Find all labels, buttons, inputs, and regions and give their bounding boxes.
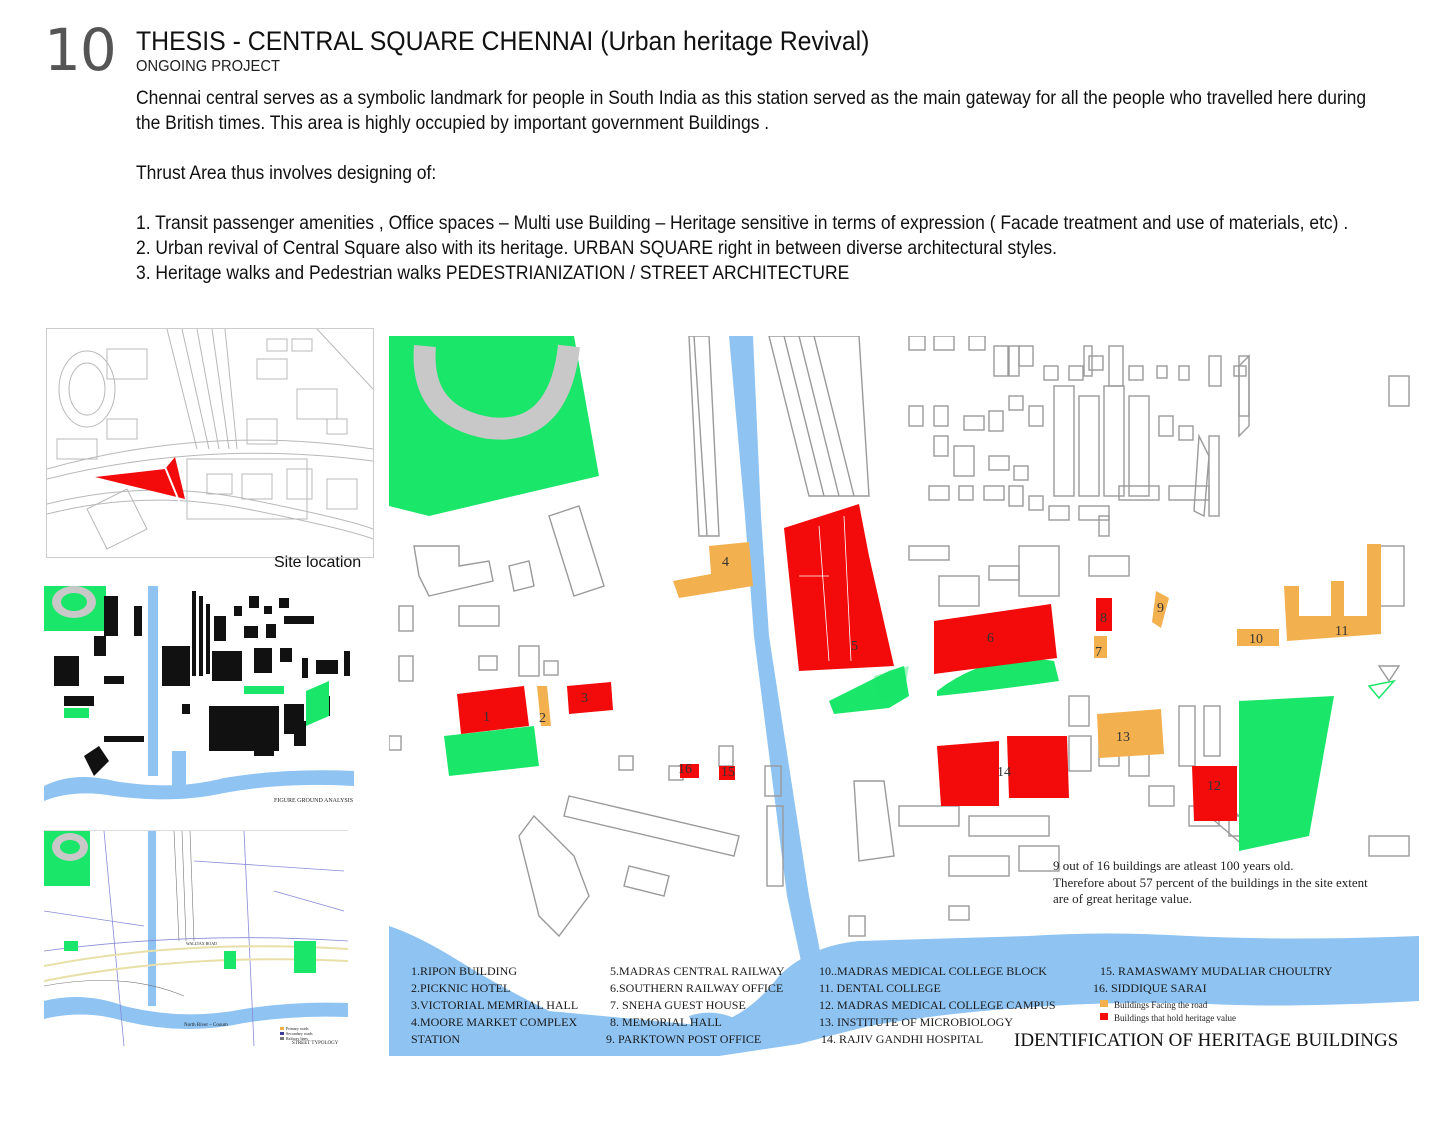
svg-text:11. DENTAL COLLEGE: 11. DENTAL COLLEGE	[819, 981, 941, 995]
svg-text:9: 9	[1157, 601, 1164, 616]
figure-ground-map	[44, 586, 354, 804]
key-heritage: Buildings that hold heritage value	[1114, 1013, 1236, 1023]
svg-text:15: 15	[721, 765, 735, 780]
legend-item: Railway lines	[286, 1036, 308, 1041]
svg-text:7. SNEHA GUEST HOUSE: 7. SNEHA GUEST HOUSE	[610, 998, 746, 1012]
svg-text:2: 2	[539, 711, 546, 726]
svg-text:10..MADRAS MEDICAL COLLEGE BLO: 10..MADRAS MEDICAL COLLEGE BLOCK	[819, 964, 1047, 978]
map-title: IDENTIFICATION OF HERITAGE BUILDINGS	[1014, 1030, 1399, 1051]
heritage-buildings	[457, 504, 1237, 821]
svg-text:4.MOORE MARKET COMPLEX: 4.MOORE MARKET COMPLEX	[411, 1015, 578, 1029]
site-location-map	[46, 328, 374, 558]
svg-text:1.RIPON BUILDING: 1.RIPON BUILDING	[411, 964, 517, 978]
svg-text:14: 14	[997, 765, 1011, 780]
svg-text:Therefore about 57 percent of: Therefore about 57 percent of the buildings in the site extent	[1053, 875, 1368, 890]
svg-text:9 out of 16 buildings are atle: 9 out of 16 buildings are atleast 100 years old.	[1053, 858, 1294, 873]
figure-ground-caption: FIGURE GROUND ANALYSIS	[274, 798, 354, 804]
svg-text:7: 7	[1095, 645, 1102, 660]
site-location-caption: Site location	[274, 554, 362, 571]
heritage-note	[1053, 858, 1368, 906]
page-title: THESIS - CENTRAL SQUARE CHENNAI (Urban heritage Revival)	[136, 26, 870, 56]
svg-text:STATION: STATION	[411, 1032, 461, 1046]
svg-text:3.VICTORIAL MEMRIAL HALL: 3.VICTORIAL MEMRIAL HALL	[411, 998, 579, 1012]
road-label: WALLTAX ROAD	[186, 941, 217, 946]
legend-item: Secondary roads	[286, 1031, 313, 1036]
svg-text:8: 8	[1100, 611, 1107, 626]
thrust-item: 3. Heritage walks and Pedestrian walks PEDESTRIANIZATION / STREET ARCHITECTURE	[136, 263, 850, 284]
svg-text:12. MADRAS MEDICAL COLLEGE CAM: 12. MADRAS MEDICAL COLLEGE CAMPUS	[819, 998, 1056, 1012]
svg-text:10: 10	[1249, 632, 1263, 647]
svg-text:6.SOUTHERN RAILWAY OFFICE: 6.SOUTHERN RAILWAY OFFICE	[610, 981, 784, 995]
thrust-heading: Thrust Area thus involves designing of:	[136, 163, 437, 184]
svg-text:15. RAMASWAMY MUDALIAR CHOULTR: 15. RAMASWAMY MUDALIAR CHOULTRY	[1100, 964, 1333, 978]
legend-item: Primary roads	[286, 1026, 309, 1031]
street-typology-map	[44, 830, 348, 1047]
svg-text:2.PICKNIC HOTEL: 2.PICKNIC HOTEL	[411, 981, 511, 995]
intro-line: the British times. This area is highly occupied by important government Buildings .	[136, 113, 770, 134]
thrust-item: 1. Transit passenger amenities , Office spaces – Multi use Building – Heritage sensitive in terms of expression ( Facade treatment and use of materials, etc) .	[136, 213, 1349, 234]
river-label: North River – Cooum	[184, 1023, 228, 1028]
svg-text:5.MADRAS CENTRAL RAILWAY: 5.MADRAS CENTRAL RAILWAY	[610, 964, 785, 978]
svg-text:5: 5	[851, 639, 858, 654]
svg-text:13. INSTITUTE OF MICROBIOLOGY: 13. INSTITUTE OF MICROBIOLOGY	[819, 1015, 1013, 1029]
svg-text:9. PARKTOWN POST OFFICE: 9. PARKTOWN POST OFFICE	[606, 1032, 762, 1046]
svg-text:13: 13	[1116, 730, 1130, 745]
heritage-map	[389, 336, 1419, 1056]
svg-text:6: 6	[987, 631, 994, 646]
svg-text:3: 3	[581, 691, 588, 706]
building-numbers	[483, 555, 1348, 794]
svg-text:4: 4	[722, 555, 729, 570]
description	[136, 86, 1387, 286]
page-subtitle: ONGOING PROJECT	[136, 58, 280, 75]
svg-text:11: 11	[1335, 624, 1349, 639]
page-number: 10	[44, 16, 116, 84]
thrust-item: 2. Urban revival of Central Square also with its heritage. URBAN SQUARE right in between diverse architectural styles.	[136, 238, 1058, 259]
intro-line: Chennai central serves as a symbolic landmark for people in South India as this station served as the main gateway for all the people who travelled here during	[136, 88, 1367, 109]
svg-text:are of great heritage value.: are of great heritage value.	[1053, 891, 1192, 906]
svg-text:1: 1	[483, 710, 490, 725]
svg-text:14. RAJIV GANDHI HOSPITAL: 14. RAJIV GANDHI HOSPITAL	[821, 1032, 984, 1046]
svg-text:8. MEMORIAL HALL: 8. MEMORIAL HALL	[610, 1015, 722, 1029]
svg-text:16. SIDDIQUE SARAI: 16. SIDDIQUE SARAI	[1093, 981, 1207, 995]
svg-text:12: 12	[1207, 779, 1221, 794]
key-road-facing: Buildings Facing the road	[1114, 1000, 1208, 1010]
svg-text:16: 16	[678, 762, 692, 777]
street-typology-caption: STREET TYPOLOGY	[292, 1041, 339, 1046]
